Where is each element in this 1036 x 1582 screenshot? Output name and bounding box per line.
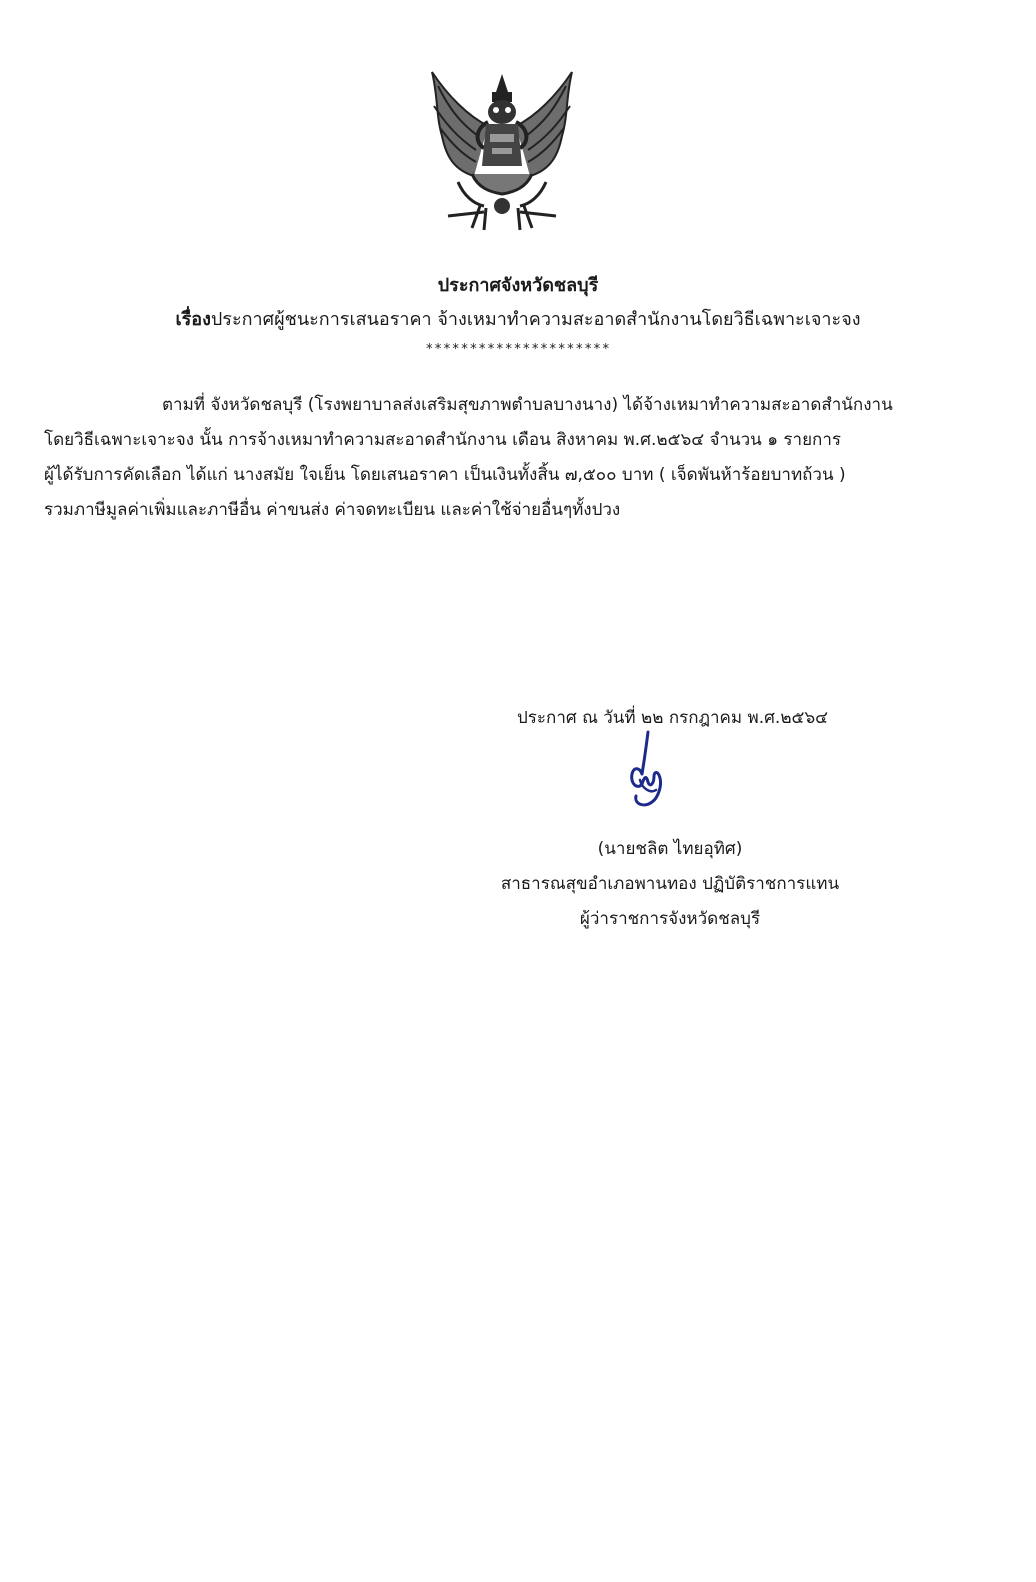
body-line-2: โดยวิธีเฉพาะเจาะจง นั้น การจ้างเหมาทำความสะอาดสำนักงาน เดือน สิงหาคม พ.ศ.๒๕๖๔ จำนวน ๑ รายการ [44,430,841,450]
subject-label: เรื่อง [175,309,211,330]
signature-block [430,832,910,937]
announcement-date: ประกาศ ณ วันที่ ๒๒ กรกฎาคม พ.ศ.๒๕๖๔ [517,708,829,728]
signer-authority: ผู้ว่าราชการจังหวัดชลบุรี [579,909,761,929]
garuda-emblem-icon [418,66,586,238]
subject-text: ประกาศผู้ชนะการเสนอราคา จ้างเหมาทำความสะอาดสำนักงานโดยวิธีเฉพาะเจาะจง [210,309,861,330]
subject-line [0,304,1036,333]
signer-position: สาธารณสุขอำเภอพานทอง ปฏิบัติราชการแทน [500,874,840,894]
body-line-1: ตามที่ จังหวัดชลบุรี (โรงพยาบาลส่งเสริมสุขภาพตำบลบางนาง) ได้จ้างเหมาทำความสะอาดสำนักงาน [162,395,893,415]
body-line-3: ผู้ได้รับการคัดเลือก ได้แก่ นางสมัย ใจเย็น โดยเสนอราคา เป็นเงินทั้งสิ้น ๗,๕๐๐ บาท ( เจ็ดพันห้าร้อยบาทถ้วน ) [44,465,846,485]
announcement-title: ประกาศจังหวัดชลบุรี [437,275,599,296]
separator: ********************* [425,342,611,357]
signer-name: (นายชลิต ไทยอุทิศ) [597,839,743,859]
signature-mark [612,728,684,832]
body-line-4: รวมภาษีมูลค่าเพิ่มและภาษีอื่น ค่าขนส่ง ค่าจดทะเบียน และค่าใช้จ่ายอื่นๆทั้งปวง [44,500,621,520]
